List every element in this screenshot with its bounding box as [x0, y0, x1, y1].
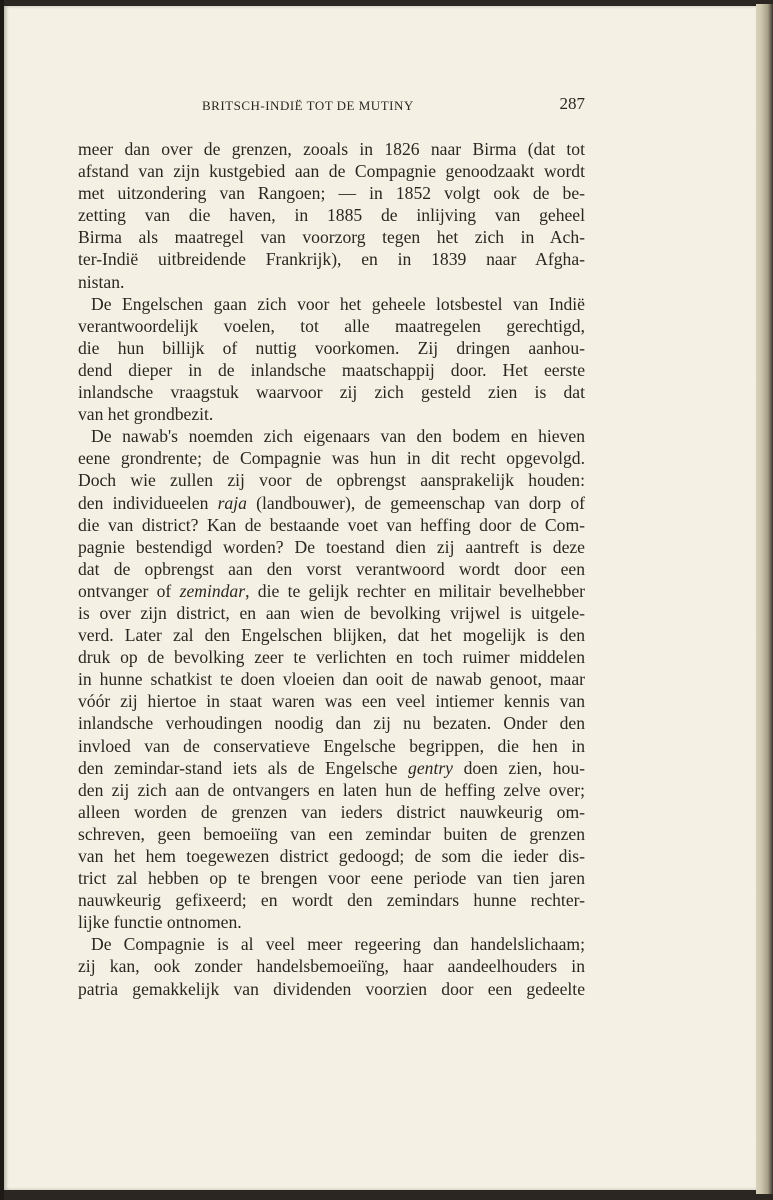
text-line [78, 757, 585, 779]
text-segment: den individueelen [78, 492, 218, 513]
italic-term: zemindar [179, 580, 246, 601]
page-edge [756, 4, 773, 1194]
text-line: verantwoordelijk voelen, tot alle maatregelen gerechtigd, [78, 315, 585, 336]
text-line: Birma als maatregel van voorzorg tegen het zich in Ach- [78, 227, 585, 248]
text-line: die hun billijk of nuttig voorkomen. Zij dringen aanhou- [78, 337, 585, 358]
text-line [78, 492, 585, 514]
text-line: die van district? Kan de bestaande voet van heffing door de Com- [78, 514, 585, 535]
text-line: De nawab's noemden zich eigenaars van den bodem en hieven [91, 426, 585, 447]
text-segment: den zemindar-stand iets als de Engelsche [78, 757, 409, 778]
text-line: zij kan, ook zonder handelsbemoeiïng, haar aandeelhouders in [78, 956, 585, 977]
text-line: den zij zich aan de ontvangers en laten hun de heffing zelve over; [78, 779, 585, 800]
text-line: afstand van zijn kustgebied aan de Compagnie genoodzaakt wordt [78, 161, 585, 182]
page-header [78, 94, 585, 116]
text-line: nistan. [78, 271, 125, 292]
text-line: pagnie bestendigd worden? De toestand dien zij aantreft is deze [78, 536, 585, 557]
text-line: meer dan over de grenzen, zooals in 1826 naar Birma (dat tot [78, 139, 585, 159]
text-segment: , die te gelijk rechter en militair bevelhebber [245, 580, 585, 601]
text-line: schreven, geen bemoeiïng van een zemindar buiten de grenzen [78, 823, 585, 844]
text-line: De Compagnie is al veel meer regeering dan handelslichaam; [91, 934, 585, 955]
text-line: eene grondrente; de Compagnie was hun in dit recht opgevolgd. [78, 448, 585, 469]
italic-term: raja [217, 492, 247, 513]
text-line: nauwkeurig gefixeerd; en wordt den zemindars hunne rechter- [78, 890, 585, 911]
text-line: trict zal hebben op te brengen voor eene periode van tien jaren [78, 868, 585, 889]
text-line: is over zijn district, en aan wien de bevolking vrijwel is uitgele- [78, 602, 585, 623]
text-line: druk op de bevolking zeer te verlichten en toch ruimer middelen [78, 647, 585, 668]
text-line: met uitzondering van Rangoen; — in 1852 volgt ook de be- [78, 183, 585, 204]
text-line: inlandsche verhoudingen noodig dan zij nu bezaten. Onder den [78, 713, 585, 734]
text-segment: doen zien, hou- [453, 757, 585, 778]
text-segment: (landbouwer), de gemeenschap van dorp of [246, 492, 585, 513]
text-line: verd. Later zal den Engelschen blijken, dat het mogelijk is den [78, 625, 585, 646]
italic-term: gentry [408, 757, 453, 778]
text-line: dat de opbrengst aan den vorst verantwoord wordt door een [78, 558, 585, 579]
text-line: patria gemakkelijk van dividenden voorzien door een gedeelte [78, 978, 585, 999]
text-line: inlandsche vraagstuk waarvoor zij zich gesteld zien is dat [78, 382, 585, 403]
body-text [78, 138, 585, 1000]
text-line: invloed van de conservatieve Engelsche begrippen, die hen in [78, 735, 585, 756]
text-line: zetting van die haven, in 1885 de inlijving van geheel [78, 205, 585, 226]
text-line [78, 580, 585, 602]
text-line: van het hem toegewezen district gedoogd; de som die ieder dis- [78, 846, 585, 866]
text-segment: ontvanger of [78, 580, 180, 601]
text-line: De Engelschen gaan zich voor het geheele lotsbestel van Indië [91, 293, 585, 314]
running-title: BRITSCH-INDIË TOT DE MUTINY [202, 98, 414, 113]
text-line: alleen worden de grenzen van ieders district nauwkeurig om- [78, 801, 585, 822]
text-line: dend dieper in de inlandsche maatschappij door. Het eerste [78, 359, 585, 380]
text-line: Doch wie zullen zij voor de opbrengst aansprakelijk houden: [78, 470, 585, 491]
text-line: ter-Indië uitbreidende Frankrijk), en in 1839 naar Afgha- [78, 249, 585, 270]
page-number: 287 [559, 94, 585, 113]
text-line: in hunne schatkist te doen vloeien dan ooit de nawab genoot, maar [78, 669, 585, 690]
text-line: van het grondbezit. [78, 404, 214, 425]
text-line: lijke functie ontnomen. [78, 912, 242, 933]
text-line: vóór zij hiertoe in staat waren was een veel intiemer kennis van [78, 691, 585, 712]
